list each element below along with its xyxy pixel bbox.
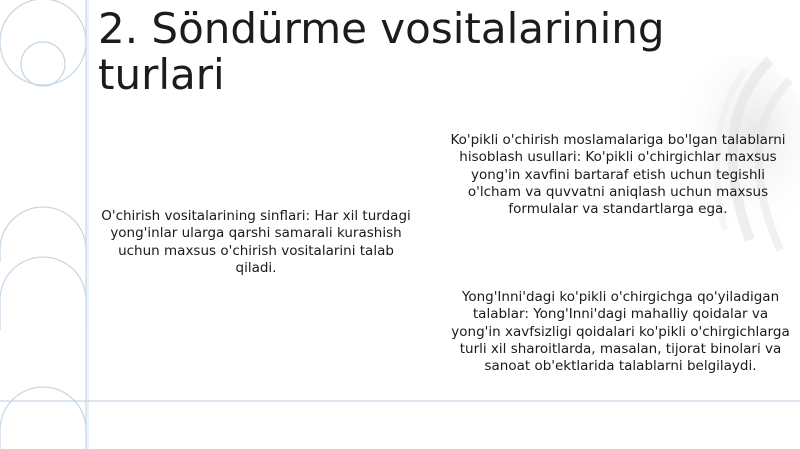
slide-title: 2. Söndürme vositalarining turlari [98,4,665,99]
arch-bottom [0,387,86,449]
top-circle-inner [21,42,65,86]
paragraph-local-requirements: Yong'Inni'dagi ko'pikli o'chirgichga qo'yiladigan talablar: Yong'Inni'dagi mahalliy qoidalar va yong'in xavfsizligi qoidalari ko'pikli o'chirgichlarga turli xil sharoitlarda, masalan, tijorat binolari va sanoat ob'ektlarida talablarni belgilaydi. [451,289,790,375]
arch-upper [0,207,86,262]
arch-lower [0,257,86,330]
paragraph-foam-calculation-methods: Ko'pikli o'chirish moslamalariga bo'lgan talablarni hisoblash usullari: Ko'pikli o'chirgichlar maxsus yong'in xavfini bartaraf etish uchun tegishli o'lcham va quvvatni aniqlash uchun maxsus formulalar va standartlarga ega. [450,132,786,218]
paragraph-extinguisher-classes: O'chirish vositalarining sinflari: Har xil turdagi yong'inlar ularga qarshi samarali kurashish uchun maxsus o'chirish vositalarini talab qiladi. [101,208,411,276]
